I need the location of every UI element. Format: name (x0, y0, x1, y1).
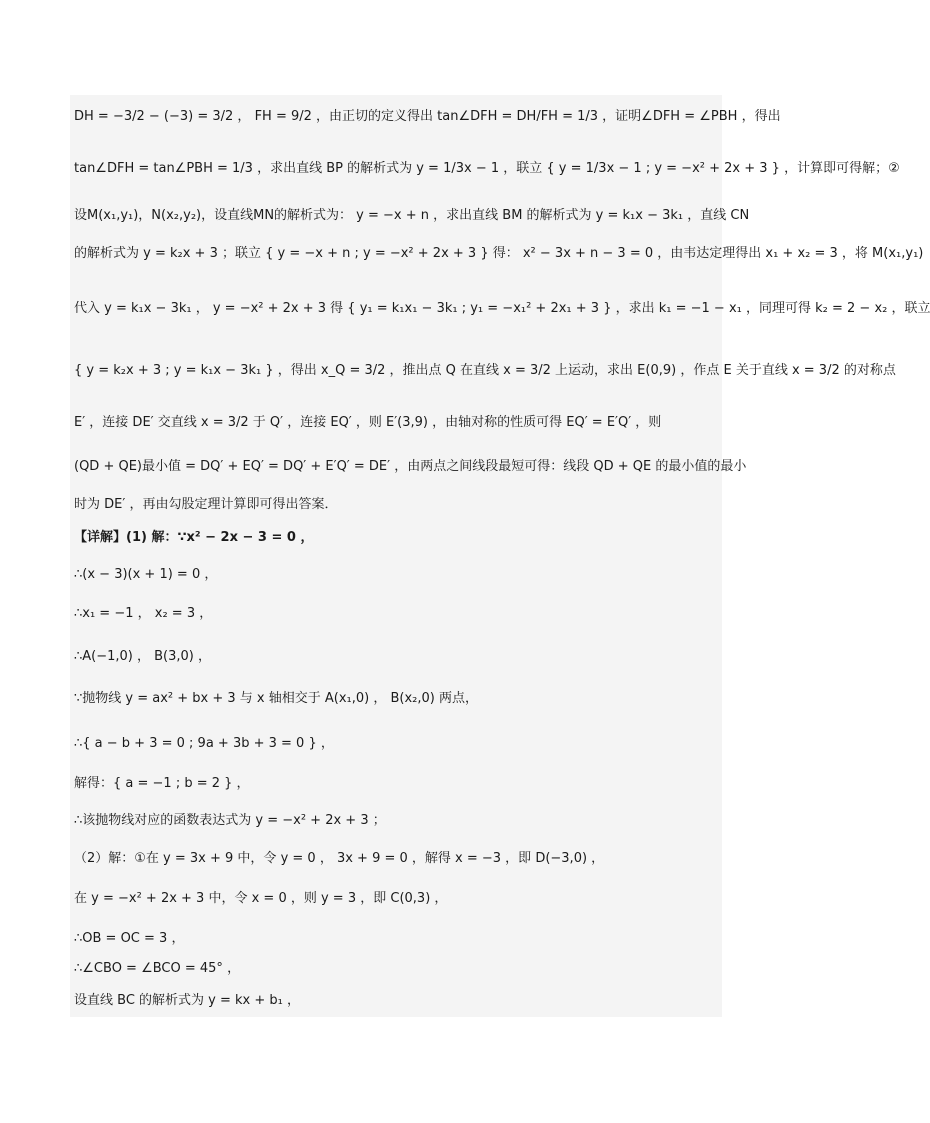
document-page (70, 95, 930, 1017)
text-line-11: ∴(x − 3)(x + 1) = 0 ， (74, 567, 218, 582)
text-line-1: DH = −3/2 − (−3) = 3/2 ， FH = 9/2 ，由正切的定义得出 tan∠DFH = DH/FH = 1/3 ，证明∠DFH = ∠PBH ，得出 (74, 109, 781, 124)
text-line-7: E′ ，连接 DE′ 交直线 x = 3/2 于 Q′ ，连接 EQ′ ，则 E′(3,9) ，由轴对称的性质可得 EQ′ = E′Q′ ，则 (74, 415, 662, 430)
text-line-21: ∴∠CBO = ∠BCO = 45° ， (74, 961, 241, 976)
text-line-18: （2）解：①在 y = 3x + 9 中，令 y = 0 ， 3x + 9 = 0 ，解得 x = −3 ，即 D(−3,0) ， (74, 851, 605, 866)
text-line-6: { y = k₂x + 3 ; y = k₁x − 3k₁ } ，得出 x_Q = 3/2 ，推出点 Q 在直线 x = 3/2 上运动，求出 E(0,9) ，作点 E 关于直线 x = 3/2 的对称点 (74, 363, 896, 378)
text-line-16: 解得：{ a = −1 ; b = 2 } ， (74, 776, 250, 791)
text-line-22: 设直线 BC 的解析式为 y = kx + b₁ ， (74, 993, 300, 1008)
text-line-8: (QD + QE)最小值 = DQ′ + EQ′ = DQ′ + E′Q′ = DE′ ，由两点之间线段最短可得：线段 QD + QE 的最小值的最小 (74, 459, 747, 474)
text-line-12: ∴x₁ = −1 ， x₂ = 3 ， (74, 606, 213, 621)
text-line-20: ∴OB = OC = 3 ， (74, 931, 185, 946)
detail-heading-line: 【详解】(1) 解：∵x² − 2x − 3 = 0 ， (74, 530, 314, 545)
text-line-4: 的解析式为 y = k₂x + 3 ；联立 { y = −x + n ; y = −x² + 2x + 3 } 得： x² − 3x + n − 3 = 0 ，由韦达定理得出 x₁ + x₂ = 3 ，将 M(x₁,y₁) (74, 246, 924, 261)
text-line-17: ∴该抛物线对应的函数表达式为 y = −x² + 2x + 3 ； (74, 813, 386, 828)
text-line-15: ∴{ a − b + 3 = 0 ; 9a + 3b + 3 = 0 } ， (74, 736, 334, 751)
text-line-3: 设M(x₁,y₁)，N(x₂,y₂)，设直线MN的解析式为： y = −x + n ，求出直线 BM 的解析式为 y = k₁x − 3k₁ ，直线 CN (74, 208, 750, 223)
text-line-19: 在 y = −x² + 2x + 3 中，令 x = 0 ，则 y = 3 ，即 C(0,3) ， (74, 891, 448, 906)
text-line-9: 时为 DE′ ，再由勾股定理计算即可得出答案． (74, 497, 338, 512)
text-line-14: ∵抛物线 y = ax² + bx + 3 与 x 轴相交于 A(x₁,0) ， B(x₂,0) 两点， (74, 691, 478, 706)
text-line-13: ∴A(−1,0) ， B(3,0) ， (74, 649, 212, 664)
text-line-5: 代入 y = k₁x − 3k₁ ， y = −x² + 2x + 3 得 { y₁ = k₁x₁ − 3k₁ ; y₁ = −x₁² + 2x₁ + 3 } ，求出 k₁ = −1 − x₁ ，同理可得 k₂ = 2 − x₂ ，联立 (74, 301, 930, 316)
text-line-2: tan∠DFH = tan∠PBH = 1/3 ，求出直线 BP 的解析式为 y = 1/3x − 1 ，联立 { y = 1/3x − 1 ; y = −x² + 2x + 3 } ，计算即可得解；② (74, 161, 900, 176)
